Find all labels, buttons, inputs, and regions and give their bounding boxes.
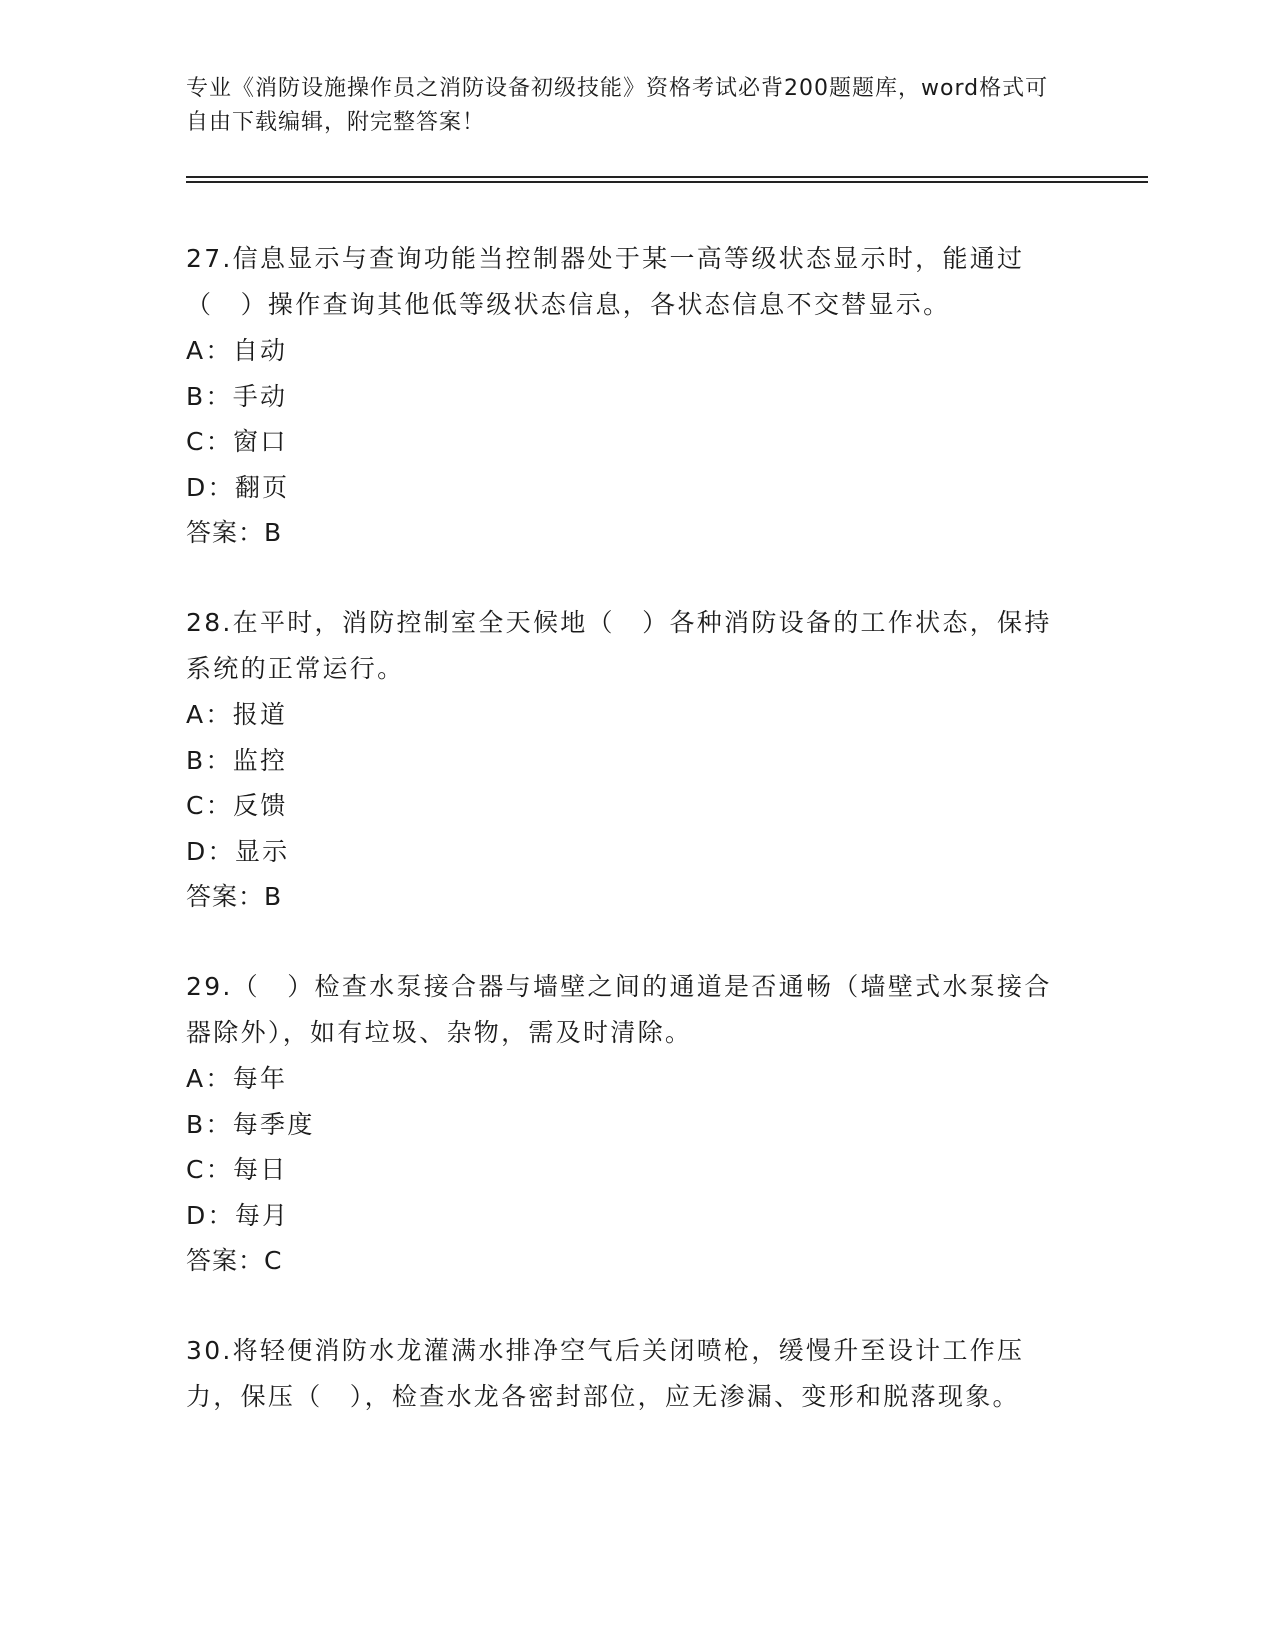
option-a: A：报道 <box>186 700 288 729</box>
answer-label: 答案：B <box>186 882 283 911</box>
option-d: D：翻页 <box>186 472 290 502</box>
document-header <box>186 72 1066 140</box>
option-c: C：每日 <box>186 1155 288 1184</box>
option-b: B：每季度 <box>186 1109 315 1139</box>
question-list <box>186 236 1066 1464</box>
option-b: B：监控 <box>186 745 288 775</box>
option-b: B：手动 <box>186 381 288 411</box>
answer-label: 答案：B <box>186 518 283 547</box>
question-stem: 29.（ ）检查水泵接合器与墙壁之间的通道是否通畅（墙壁式水泵接合器除外），如有垃圾、杂物，需及时清除。 <box>186 972 1052 1047</box>
answer-label: 答案：C <box>186 1246 283 1275</box>
option-a: A：自动 <box>186 336 288 365</box>
header-rule-top <box>186 176 1148 178</box>
option-d: D：显示 <box>186 836 290 866</box>
header-rule-bottom <box>186 181 1148 183</box>
header-text: 专业《消防设施操作员之消防设备初级技能》资格考试必背200题题库，word格式可自由下载编辑，附完整答案！ <box>186 76 1049 135</box>
option-d: D：每月 <box>186 1200 290 1230</box>
question-30 <box>186 1328 1066 1420</box>
question-stem: 27.信息显示与查询功能当控制器处于某一高等级状态显示时，能通过（ ）操作查询其他低等级状态信息，各状态信息不交替显示。 <box>186 244 1025 319</box>
question-28 <box>186 600 1066 920</box>
option-c: C：反馈 <box>186 791 288 820</box>
option-c: C：窗口 <box>186 427 288 456</box>
question-stem: 30.将轻便消防水龙灌满水排净空气后关闭喷枪，缓慢升至设计工作压力，保压（ ），检查水龙各密封部位，应无渗漏、变形和脱落现象。 <box>186 1336 1025 1411</box>
option-a: A：每年 <box>186 1064 288 1093</box>
question-29 <box>186 964 1066 1284</box>
question-stem: 28.在平时，消防控制室全天候地（ ）各种消防设备的工作状态，保持系统的正常运行。 <box>186 608 1052 683</box>
question-27 <box>186 236 1066 556</box>
